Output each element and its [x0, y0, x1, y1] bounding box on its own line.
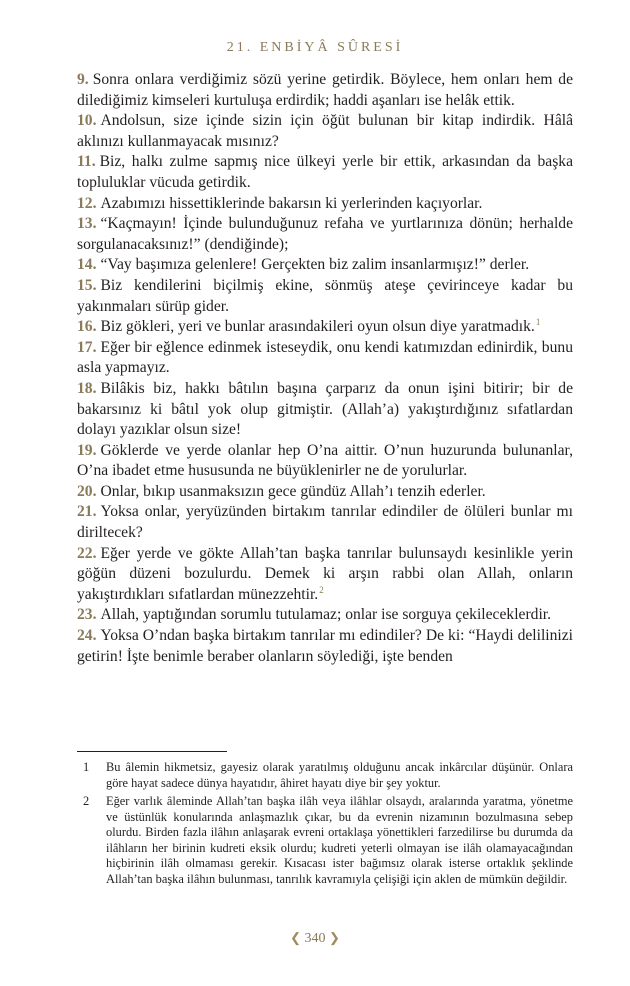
verse — [77, 214, 573, 255]
footnote-reference[interactable]: 2 — [319, 584, 324, 595]
page-number-block — [0, 930, 630, 947]
verse — [77, 379, 573, 441]
running-head: 21. ENBİYÂ SÛRESİ — [226, 40, 404, 55]
verse-number: 11. — [77, 153, 96, 171]
verse-number: 19. — [77, 441, 97, 459]
verse-list — [77, 70, 573, 667]
verse — [77, 441, 573, 482]
footnote-number: 2 — [83, 794, 90, 808]
footnote-text: Eğer varlık âleminde Allah’tan başka ilâh veya ilâhlar olsaydı, aralarında yaratma, yönetme ve üstünlük konularında anlaşmazlık çıkar, bu da evrenin nizamının bozulmasına sebep olurdu. Birden fazla ilâhın anlaşarak evreni ortaklaşa yönettikleri farzedilirse bu durumda da ilâhların her birinin kudreti eksik olurdu; kudreti yeterli olmayan ise ilâh olamayacağından hiçbirinin ilâh olmaması gerekir. Kısacası ister bağımsız olarak isterse ortaklık şeklinde Allah’tan başka ilâhın bulunması, tanrılık kavramıyla çelişiği için aklen de mümkün değildir. — [106, 794, 573, 886]
verse-number: 20. — [77, 482, 97, 500]
verse-number: 10. — [77, 112, 97, 130]
verse-number: 18. — [77, 379, 97, 397]
verse-number: 24. — [77, 627, 97, 645]
verse-text: Biz, halkı zulme sapmış nice ülkeyi yerle bir ettik, arkasından da başka topluluklar vücuda getirdik. — [77, 153, 573, 191]
verse — [77, 70, 573, 111]
verse — [77, 605, 573, 626]
verse-text: Göklerde ve yerde olanlar hep O’na aittir. O’nun huzurunda bulunanlar, O’na ibadet etme hususunda ne büyüklenirler ne de yorulurlar. — [77, 441, 573, 480]
verse-number: 9. — [77, 71, 89, 88]
footnote-text: Bu âlemin hikmetsiz, gayesiz olarak yaratılmış olduğunu ancak inkârcılar düşünür. Onlara göre hayat sadece dünya hayatıdır, âhiret hayatı diye bir şey yoktur. — [106, 760, 573, 790]
verse-number: 17. — [77, 338, 97, 356]
verse-number: 12. — [77, 194, 97, 212]
verse-text: Yoksa O’ndan başka birtakım tanrılar mı edindiler? De ki: “Haydi delilinizi getirin! İşte benimle beraber olanların söylediği, işte benden — [77, 627, 573, 665]
verse-text: “Vay başımıza gelenlere! Gerçekten biz zalim insanlarmışız!” derler. — [100, 256, 530, 274]
page-number: 340 — [304, 931, 326, 946]
verse — [77, 194, 573, 215]
verse-number: 13. — [77, 215, 97, 233]
footnote-list — [77, 760, 573, 890]
verse-text: Yoksa onlar, yeryüzünden birtakım tanrılar edindiler de ölüleri bunlar mı diriltecek? — [77, 503, 573, 542]
verse — [77, 626, 573, 667]
verse — [77, 482, 573, 503]
verse-number: 22. — [77, 544, 97, 562]
footnote — [77, 760, 573, 791]
verse-number: 21. — [77, 503, 97, 521]
verse-text: Biz gökleri, yeri ve bunlar arasındakileri oyun olsun diye yaratmadık. — [100, 318, 535, 336]
verse — [77, 276, 573, 317]
verse-number: 15. — [77, 276, 97, 294]
verse — [77, 502, 573, 543]
verse-number: 14. — [77, 256, 97, 274]
verse-text: Onlar, bıkıp usanmaksızın gece gündüz Allah’ı tenzih ederler. — [100, 482, 486, 500]
verse-number: 23. — [77, 606, 97, 624]
footnote-divider — [77, 751, 227, 752]
verse-text: Biz kendilerini biçilmiş ekine, sönmüş ateşe çevirinceye kadar bu yakınmaları sürüp gider. — [77, 276, 573, 315]
verse-text: Azabımızı hissettiklerinde bakarsın ki yerlerinden kaçıyorlar. — [100, 194, 483, 212]
footnote-reference[interactable]: 1 — [535, 316, 541, 327]
verse — [77, 255, 573, 276]
verse — [77, 544, 573, 606]
verse-text: Eğer bir eğlence edinmek isteseydik, onu kendi katımızdan edinirdik, bunu asla yapmayız. — [77, 338, 573, 377]
verse-number: 16. — [77, 318, 97, 336]
verse — [77, 152, 573, 193]
footnote-number: 1 — [83, 760, 90, 774]
verse-text: Allah, yaptığından sorumlu tutulamaz; onlar ise sorguya çekileceklerdir. — [100, 606, 552, 624]
verse-text: Sonra onlara verdiğimiz sözü yerine getirdik. Böylece, hem onları hem de dilediğimiz kimseleri kurtuluşa erdirdik; haddi aşanları ise helâk ettik. — [77, 71, 573, 109]
ornament-right-icon: ❯ — [329, 930, 340, 945]
footnote — [77, 794, 573, 887]
verse-text: “Kaçmayın! İçinde bulunduğunuz refaha ve yurtlarınıza dönün; herhalde sorgulanacaksınız!” (dendiğinde); — [77, 215, 573, 253]
verse — [77, 111, 573, 152]
verse-text: Eğer yerde ve gökte Allah’tan başka tanrılar bulunsaydı kesinlikle yerin göğün düzeni bozulurdu. Demek ki arşın rabbi olan Allah, onların yakıştırdıkları sıfatlardan münezzehtir. — [77, 544, 573, 603]
ornament-left-icon: ❮ — [290, 930, 301, 945]
verse-text: Andolsun, size içinde sizin için öğüt bulunan bir kitap indirdik. Hâlâ aklınızı kullanmayacak mısınız? — [77, 112, 573, 150]
verse — [77, 338, 573, 379]
verse — [77, 317, 573, 338]
verse-text: Bilâkis biz, hakkı bâtılın başına çarparız da onun işini bitirir; bir de bakarsınız ki bâtıl yok olup gitmiştir. (Allah’a) yakıştırdığınız sıfatlardan dolayı yazıklar olsun size! — [77, 379, 573, 439]
